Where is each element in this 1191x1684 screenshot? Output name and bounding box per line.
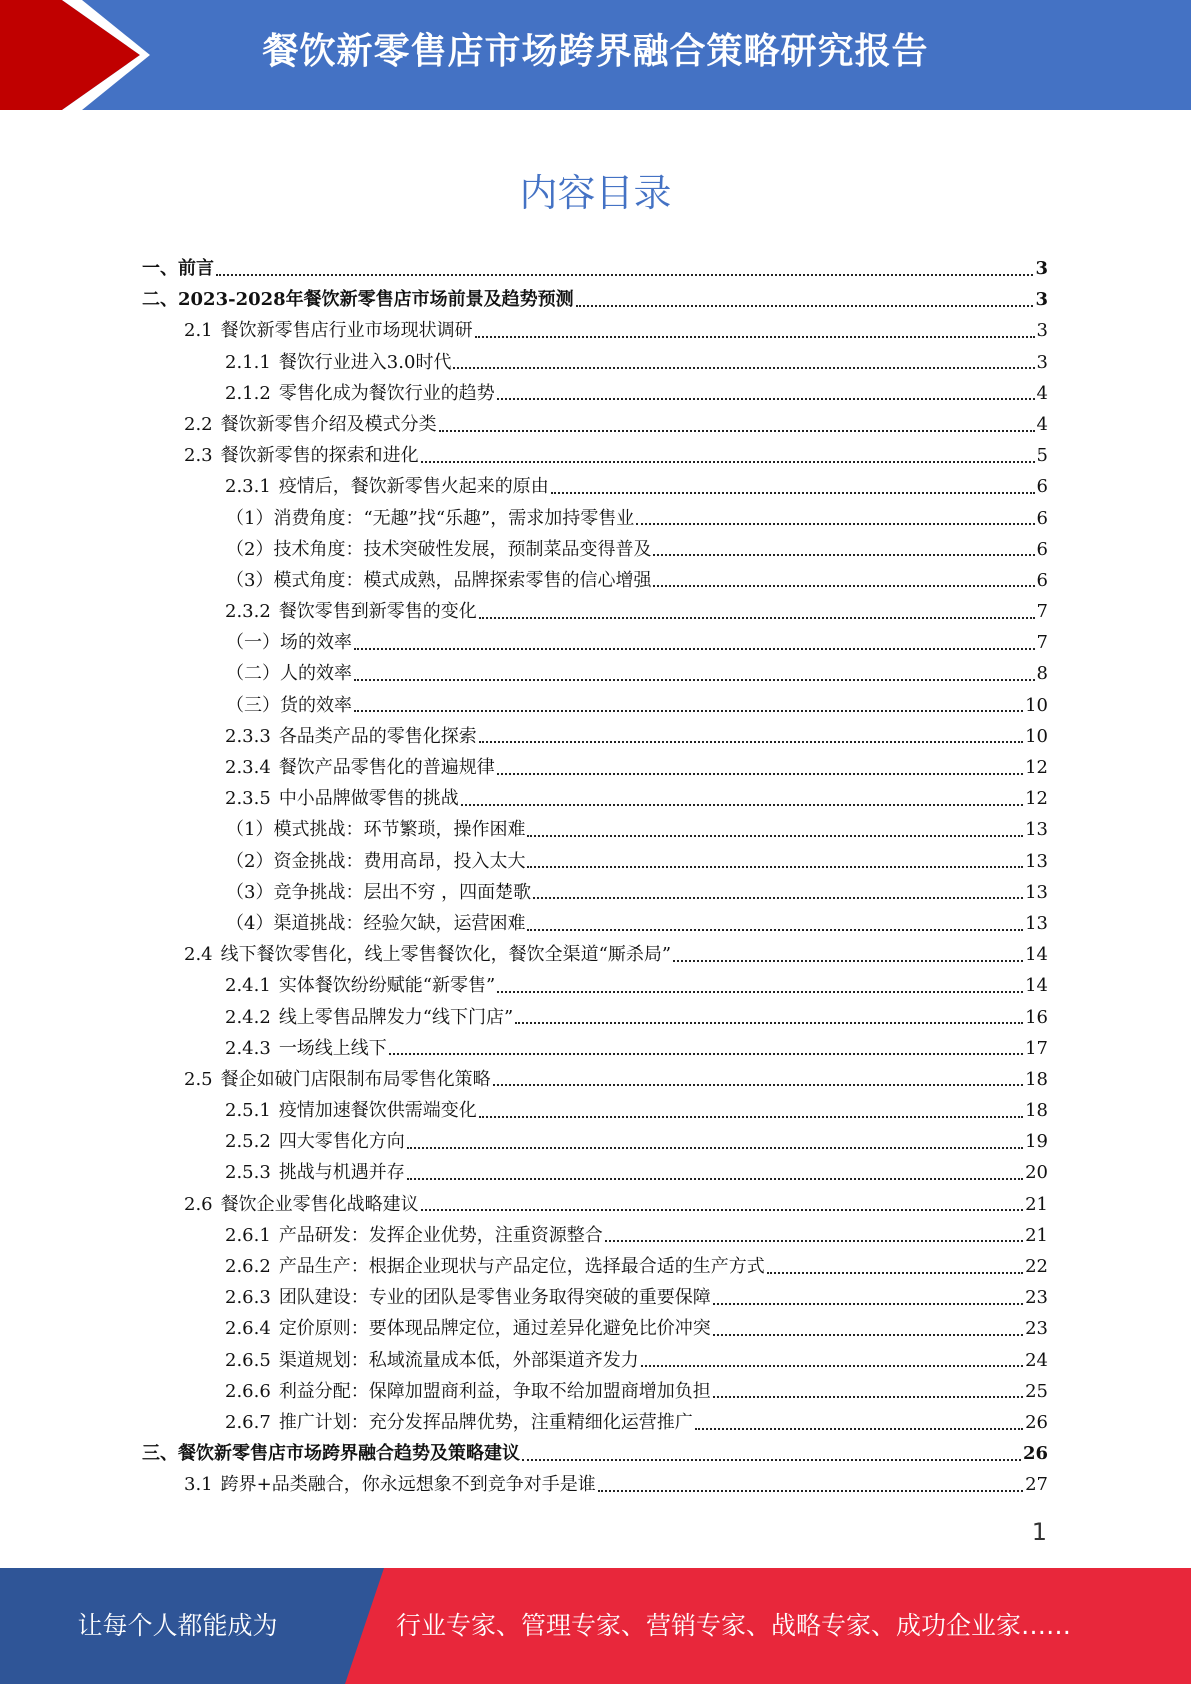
toc-entry-label: （三）货的效率: [226, 694, 352, 716]
toc-entry[interactable]: [142, 1033, 1048, 1064]
toc-entry-page: 4: [1036, 413, 1048, 435]
toc-entry-page: 10: [1025, 694, 1048, 716]
toc-entry-title: [142, 284, 574, 315]
toc-entry-number: 2.5.1: [225, 1100, 271, 1122]
toc-entry-title: [225, 783, 459, 814]
toc-dot-leader: [497, 398, 1035, 400]
toc-dot-leader: [493, 1084, 1023, 1086]
toc-dot-leader: [389, 1053, 1023, 1055]
toc-entry[interactable]: [142, 1345, 1048, 1376]
toc-dot-leader: [551, 492, 1035, 494]
toc-entry-page: 7: [1036, 632, 1048, 654]
toc-entry-label: 餐饮产品零售化的普遍规律: [278, 757, 495, 778]
toc-entry-title: [225, 1407, 693, 1438]
toc-entry[interactable]: [142, 409, 1048, 440]
toc-dot-leader: [527, 929, 1023, 931]
toc-entry-page: 20: [1025, 1162, 1048, 1184]
report-title: 餐饮新零售店市场跨界融合策略研究报告: [262, 31, 929, 72]
toc-dot-leader: [533, 897, 1023, 899]
toc-dot-leader: [713, 1396, 1023, 1398]
toc-entry-page: 23: [1025, 1287, 1048, 1309]
toc-entry-label: 餐饮企业零售化战略建议: [220, 1193, 419, 1215]
toc-entry-page: 13: [1025, 850, 1048, 872]
toc-entry[interactable]: [142, 814, 1048, 845]
toc-entry[interactable]: [142, 1251, 1048, 1282]
toc-entry-label: （2）资金挑战：费用高昂，投入太大: [226, 850, 526, 872]
toc-entry-title: [225, 1033, 387, 1064]
toc-entry-title: [226, 503, 634, 534]
toc-entry-title: [225, 1345, 639, 1376]
toc-entry-number: 2.3: [184, 445, 213, 467]
toc-entry-label: 疫情后，餐饮新零售火起来的原由: [278, 476, 549, 498]
toc-dot-leader: [576, 305, 1034, 307]
toc-entry-page: 8: [1036, 663, 1048, 685]
toc-entry-title: [184, 1064, 491, 1095]
toc-entry-label: 渠道规划：私域流量成本低，外部渠道齐发力: [278, 1349, 639, 1371]
toc-dot-leader: [497, 991, 1023, 993]
toc-entry-page: 12: [1025, 788, 1048, 810]
toc-entry-title: [225, 596, 477, 627]
toc-entry-label: （1）消费角度：“无趣”找“乐趣”，需求加持零售业: [226, 507, 635, 529]
toc-dot-leader: [673, 960, 1023, 962]
toc-entry-number: 2.6.7: [225, 1411, 271, 1433]
toc-entry-title: [225, 471, 549, 502]
toc-entry-page: 18: [1025, 1100, 1048, 1122]
toc-dot-leader: [407, 1178, 1023, 1180]
toc-entry-number: 2.3.5: [225, 788, 271, 810]
toc-entry[interactable]: [142, 503, 1048, 534]
toc-entry-page: 6: [1036, 507, 1048, 529]
toc-entry-title: [226, 814, 525, 845]
toc-entry-page: 19: [1025, 1131, 1048, 1153]
toc-entry[interactable]: [142, 1189, 1048, 1220]
toc-entry-page: 25: [1025, 1380, 1048, 1402]
toc-entry-label: 餐企如破门店限制布局零售化策略: [220, 1068, 491, 1090]
toc-entry-title: [226, 877, 531, 908]
toc-entry-page: 21: [1025, 1193, 1048, 1215]
toc-dot-leader: [475, 336, 1035, 338]
toc-dot-leader: [641, 1365, 1023, 1367]
toc-entry-label: （二）人的效率: [226, 663, 352, 685]
toc-entry[interactable]: [142, 721, 1048, 752]
toc-entry-number: 2.6.3: [225, 1287, 271, 1309]
toc-entry-label: 四大零售化方向: [278, 1131, 405, 1153]
toc-entry-title: [226, 534, 651, 565]
toc-entry[interactable]: [142, 253, 1048, 284]
toc-entry[interactable]: [142, 877, 1048, 908]
toc-entry-number: 2.6: [184, 1193, 213, 1215]
toc-entry-number: 2.2: [184, 413, 213, 435]
toc-entry-number: 2.1.1: [225, 351, 271, 373]
toc-entry-label: 定价原则：要体现品牌定位，通过差异化避免比价冲突: [278, 1318, 711, 1340]
toc-entry[interactable]: [142, 1095, 1048, 1126]
toc-entry-page: 3: [1036, 320, 1048, 342]
toc-dot-leader: [713, 1334, 1023, 1336]
toc-entry-label: 餐饮新零售店市场跨界融合趋势及策略建议: [178, 1443, 520, 1465]
toc-entry-label: 2023-2028年餐饮新零售店市场前景及趋势预测: [178, 289, 574, 311]
toc-entry[interactable]: [142, 752, 1048, 783]
toc-entry-page: 3: [1035, 289, 1048, 311]
toc-entry-title: [225, 1220, 603, 1251]
toc-entry-title: [226, 908, 525, 939]
toc-entry-page: 27: [1025, 1474, 1048, 1496]
toc-entry-page: 16: [1025, 1006, 1048, 1028]
toc-entry-label: 餐饮新零售的探索和进化: [220, 445, 419, 467]
toc-dot-leader: [407, 1147, 1023, 1149]
toc-entry[interactable]: [142, 939, 1048, 970]
toc-dot-leader: [767, 1272, 1023, 1274]
toc-entry-title: [225, 1126, 405, 1157]
toc-entry-label: 餐饮新零售介绍及模式分类: [220, 413, 437, 435]
toc-entry-number: 2.4: [184, 944, 213, 966]
toc-entry-label: 一场线上线下: [278, 1037, 387, 1059]
toc-entry-page: 24: [1025, 1349, 1048, 1371]
toc-entry[interactable]: [142, 534, 1048, 565]
toc-entry-number: 2.6.6: [225, 1380, 271, 1402]
toc-dot-leader: [497, 773, 1023, 775]
toc-entry-label: 产品研发：发挥企业优势，注重资源整合: [278, 1224, 603, 1246]
toc-entry-label: （2）技术角度：技术突破性发展，预制菜品变得普及: [226, 538, 652, 560]
toc-entry-title: [225, 378, 495, 409]
toc-entry-page: 7: [1036, 601, 1048, 623]
toc-entry-label: （3）模式角度：模式成熟，品牌探索零售的信心增强: [226, 569, 652, 591]
toc-entry-page: 3: [1036, 351, 1048, 373]
toc-entry[interactable]: [142, 783, 1048, 814]
toc-entry-page: 5: [1036, 445, 1048, 467]
toc-entry-title: [225, 1095, 477, 1126]
toc-entry-page: 12: [1025, 757, 1048, 778]
toc-heading: 内容目录: [519, 171, 672, 215]
toc-entry-number: 2.3.1: [225, 476, 271, 498]
toc-entry-title: [225, 1282, 711, 1313]
toc-entry[interactable]: [142, 627, 1048, 658]
toc-entry-number: 二、: [142, 289, 178, 311]
toc-entry-title: [226, 846, 525, 877]
toc-entry-page: 6: [1036, 538, 1048, 560]
toc-entry-title: [225, 347, 451, 378]
toc-entry[interactable]: [142, 846, 1048, 877]
toc-entry-title: [225, 970, 495, 1001]
footer-slogan-left: 让每个人都能成为: [77, 1611, 278, 1640]
toc-entry-page: 26: [1022, 1443, 1048, 1465]
toc-entry-number: 2.5.2: [225, 1131, 271, 1153]
toc-entry-number: 三、: [142, 1443, 178, 1465]
toc-dot-leader: [515, 1022, 1023, 1024]
toc-entry-page: 14: [1025, 975, 1048, 997]
toc-entry-label: 前言: [178, 258, 214, 279]
toc-entry-number: 2.1.2: [225, 382, 271, 404]
toc-entry-page: 14: [1025, 944, 1048, 966]
toc-entry-label: 团队建设：专业的团队是零售业务取得突破的重要保障: [278, 1287, 711, 1309]
toc-entry[interactable]: [142, 908, 1048, 939]
toc-dot-leader: [354, 648, 1035, 650]
toc-entry-page: 22: [1025, 1256, 1048, 1277]
toc-entry-title: [142, 253, 214, 284]
toc-dot-leader: [453, 367, 1034, 369]
toc-entry[interactable]: [142, 347, 1048, 378]
toc-dot-leader: [653, 585, 1034, 587]
toc-entry-label: 中小品牌做零售的挑战: [278, 788, 459, 810]
toc-entry-title: [184, 440, 419, 471]
toc-entry-number: 2.3.3: [225, 725, 271, 747]
toc-dot-leader: [479, 617, 1035, 619]
toc-entry-label: 餐饮新零售店行业市场现状调研: [220, 320, 473, 342]
toc-dot-leader: [479, 741, 1023, 743]
toc-dot-leader: [421, 461, 1035, 463]
toc-entry[interactable]: [142, 1313, 1048, 1344]
footer-banner: [0, 1568, 1191, 1684]
toc-entry-number: 2.3.2: [225, 601, 271, 623]
table-of-contents: [142, 253, 1048, 1501]
toc-entry[interactable]: [142, 1064, 1048, 1095]
toc-entry-number: 2.6.5: [225, 1349, 271, 1371]
toc-entry-number: 2.4.3: [225, 1037, 271, 1059]
toc-dot-leader: [636, 523, 1034, 525]
toc-entry-label: 各品类产品的零售化探索: [278, 725, 477, 747]
toc-entry-number: 2.6.4: [225, 1318, 271, 1340]
toc-entry-number: 2.3.4: [225, 757, 271, 778]
toc-dot-leader: [354, 710, 1023, 712]
toc-entry-label: （一）场的效率: [226, 632, 352, 654]
footer-slogan-right: 行业专家、管理专家、营销专家、战略专家、成功企业家……: [396, 1611, 1072, 1640]
toc-entry-label: 餐饮行业进入3.0时代: [278, 351, 452, 373]
toc-entry-label: 挑战与机遇并存: [278, 1162, 405, 1184]
toc-entry-page: 13: [1025, 912, 1048, 934]
toc-dot-leader: [216, 274, 1033, 276]
header-banner: [0, 0, 1191, 110]
toc-entry-label: 线上零售品牌发力“线下门店”: [278, 1006, 514, 1028]
toc-entry-title: [225, 1376, 711, 1407]
toc-entry-page: 23: [1025, 1318, 1048, 1340]
toc-entry-title: [142, 1438, 520, 1469]
toc-entry-label: 推广计划：充分发挥品牌优势，注重精细化运营推广: [278, 1411, 693, 1433]
toc-entry-title: [225, 1002, 513, 1033]
toc-entry[interactable]: [142, 1469, 1048, 1500]
toc-entry-number: 2.1: [184, 320, 213, 342]
toc-entry-label: 产品生产：根据企业现状与产品定位，选择最合适的生产方式: [278, 1256, 765, 1277]
toc-entry-page: 10: [1025, 725, 1048, 747]
toc-entry-page: 13: [1025, 881, 1048, 903]
toc-entry-page: 21: [1025, 1224, 1048, 1246]
toc-entry[interactable]: [142, 1157, 1048, 1188]
toc-entry-number: 2.5.3: [225, 1162, 271, 1184]
toc-entry-title: [225, 1251, 765, 1282]
toc-dot-leader: [461, 804, 1023, 806]
toc-entry-number: 2.4.2: [225, 1006, 271, 1028]
toc-entry-number: 2.5: [184, 1068, 213, 1090]
toc-entry-label: （1）模式挑战：环节繁琐，操作困难: [226, 819, 526, 841]
toc-entry-label: 跨界+品类融合，你永远想象不到竞争对手是谁: [220, 1474, 596, 1496]
toc-dot-leader: [354, 679, 1035, 681]
toc-entry-page: 17: [1025, 1037, 1048, 1059]
toc-entry-page: 26: [1025, 1411, 1048, 1433]
toc-entry[interactable]: [142, 596, 1048, 627]
toc-entry-page: 3: [1035, 258, 1048, 279]
toc-entry[interactable]: [142, 658, 1048, 689]
toc-entry-page: 18: [1025, 1068, 1048, 1090]
toc-dot-leader: [421, 1209, 1023, 1211]
toc-dot-leader: [695, 1428, 1023, 1430]
toc-dot-leader: [598, 1490, 1023, 1492]
toc-entry[interactable]: [142, 1126, 1048, 1157]
toc-entry[interactable]: [142, 1002, 1048, 1033]
toc-dot-leader: [653, 554, 1034, 556]
toc-entry-title: [184, 1469, 596, 1500]
toc-entry-title: [226, 658, 352, 689]
toc-entry[interactable]: [142, 440, 1048, 471]
toc-entry-label: 零售化成为餐饮行业的趋势: [278, 382, 495, 404]
toc-entry-page: 4: [1036, 382, 1048, 404]
toc-dot-leader: [605, 1240, 1023, 1242]
toc-dot-leader: [527, 835, 1023, 837]
toc-entry[interactable]: [142, 1407, 1048, 1438]
toc-entry-title: [184, 315, 473, 346]
toc-entry[interactable]: [142, 471, 1048, 502]
toc-entry-label: 线下餐饮零售化，线上零售餐饮化，餐饮全渠道“厮杀局”: [220, 944, 672, 966]
toc-entry[interactable]: [142, 1220, 1048, 1251]
toc-dot-leader: [713, 1303, 1023, 1305]
toc-entry-page: 13: [1025, 819, 1048, 841]
toc-entry-title: [184, 939, 671, 970]
toc-entry-label: 疫情加速餐饮供需端变化: [278, 1100, 477, 1122]
toc-entry-label: 利益分配：保障加盟商利益，争取不给加盟商增加负担: [278, 1380, 711, 1402]
toc-entry-title: [226, 565, 651, 596]
toc-dot-leader: [479, 1116, 1023, 1118]
toc-entry-title: [225, 752, 495, 783]
toc-entry[interactable]: [142, 1282, 1048, 1313]
toc-entry[interactable]: [142, 970, 1048, 1001]
toc-entry-title: [225, 1157, 405, 1188]
toc-entry-number: 2.4.1: [225, 975, 271, 997]
page-number: 1: [1031, 1518, 1047, 1546]
toc-entry[interactable]: [142, 1438, 1048, 1469]
toc-entry[interactable]: [142, 378, 1048, 409]
toc-entry[interactable]: [142, 1376, 1048, 1407]
toc-entry-label: 餐饮零售到新零售的变化: [278, 601, 477, 623]
toc-dot-leader: [522, 1459, 1021, 1461]
toc-entry-page: 6: [1036, 476, 1048, 498]
toc-entry-title: [225, 721, 477, 752]
toc-entry-number: 3.1: [184, 1474, 213, 1496]
toc-dot-leader: [439, 430, 1035, 432]
toc-entry-page: 6: [1036, 569, 1048, 591]
toc-entry-label: （4）渠道挑战：经验欠缺，运营困难: [226, 912, 526, 934]
toc-entry-number: 2.6.1: [225, 1224, 271, 1246]
toc-entry[interactable]: [142, 284, 1048, 315]
toc-entry-title: [226, 690, 352, 721]
toc-entry[interactable]: [142, 690, 1048, 721]
toc-entry-number: 一、: [142, 258, 178, 279]
toc-entry-title: [184, 409, 437, 440]
toc-entry[interactable]: [142, 565, 1048, 596]
toc-entry-title: [226, 627, 352, 658]
toc-dot-leader: [527, 866, 1023, 868]
toc-entry-label: 实体餐饮纷纷赋能“新零售”: [278, 975, 496, 997]
toc-entry-title: [225, 1313, 711, 1344]
toc-entry-label: （3）竞争挑战：层出不穷 ，四面楚歌: [226, 881, 532, 903]
toc-entry-number: 2.6.2: [225, 1256, 271, 1277]
toc-entry-title: [184, 1189, 419, 1220]
toc-entry[interactable]: [142, 315, 1048, 346]
